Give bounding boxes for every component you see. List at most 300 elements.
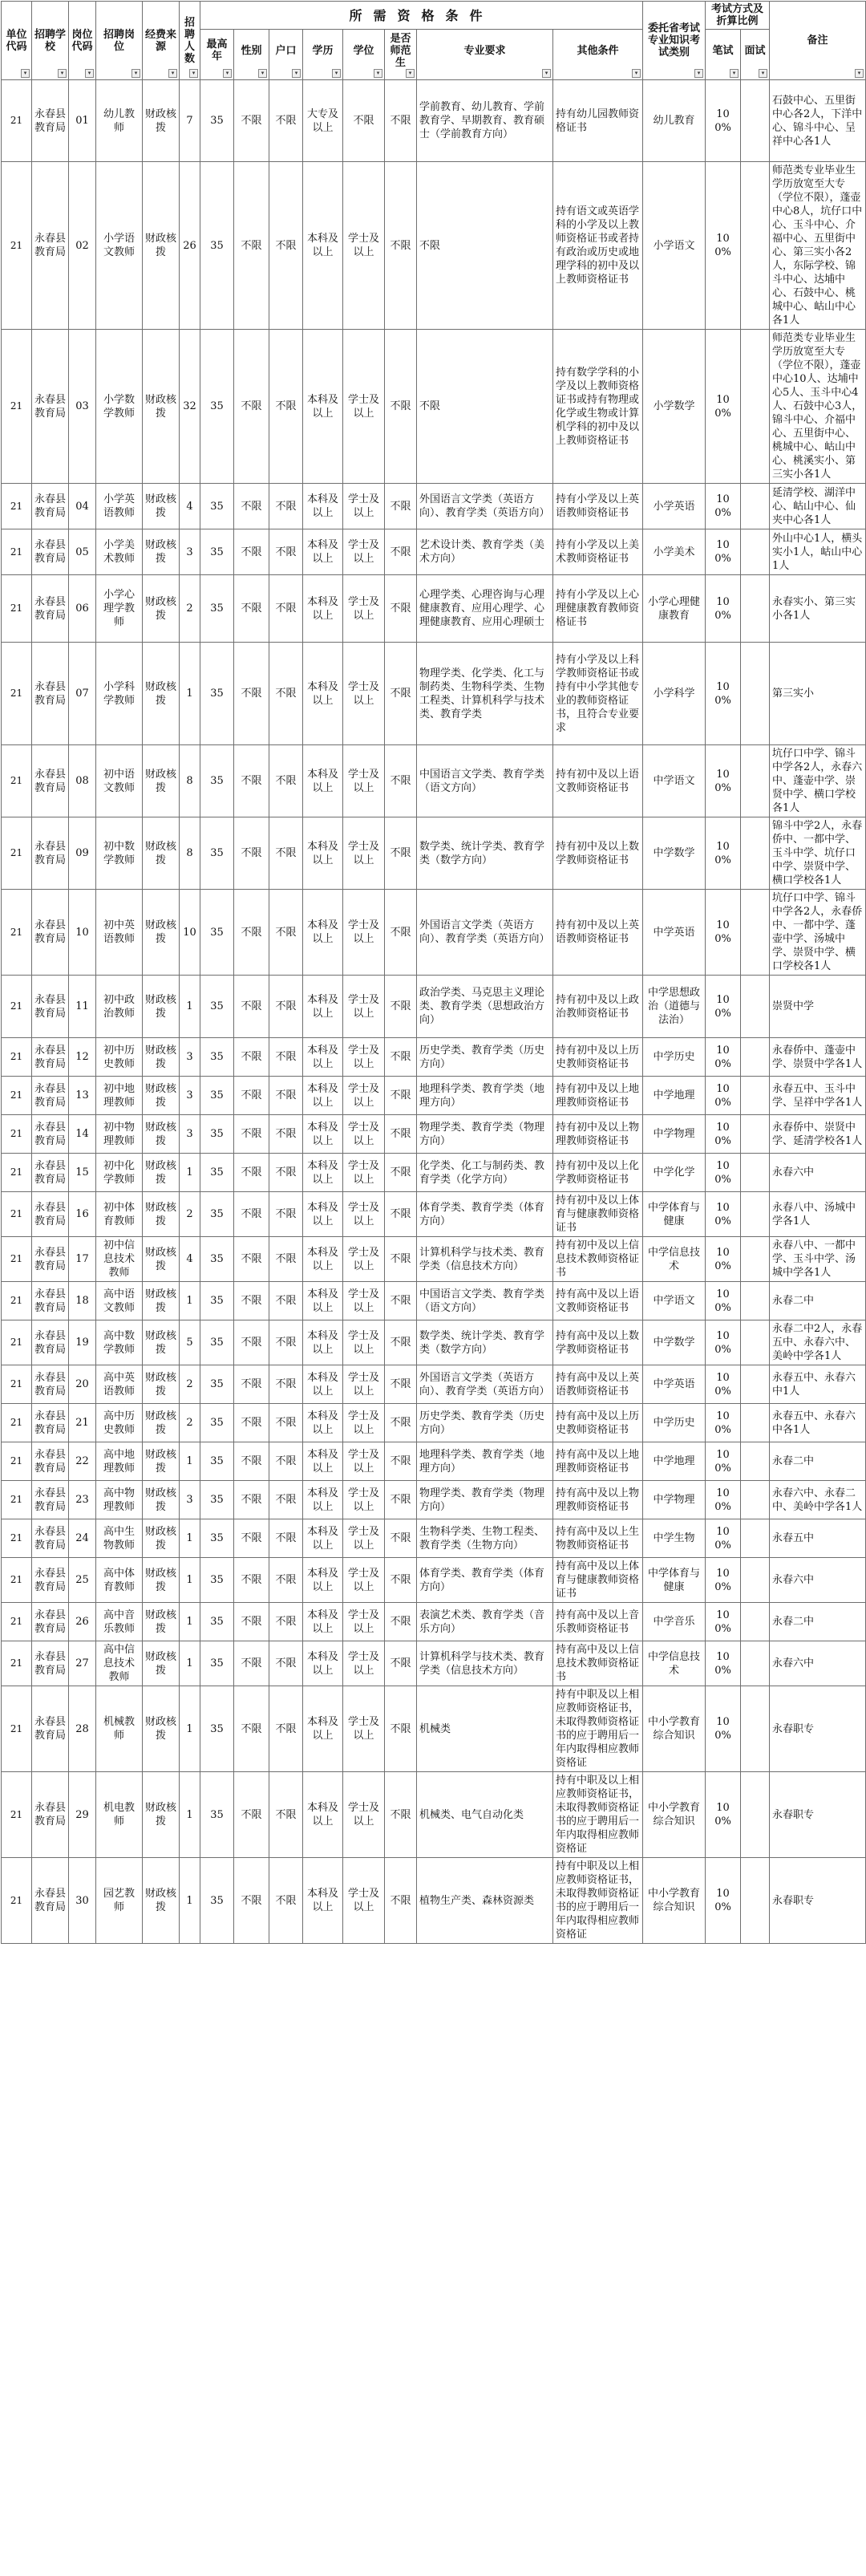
degree-cell[interactable]: 学士及以上 (343, 643, 385, 745)
education-cell[interactable]: 本科及以上 (303, 484, 343, 529)
funding-cell[interactable]: 财政核拨 (143, 1365, 180, 1404)
post-cell[interactable]: 初中信息技术教师 (96, 1237, 143, 1282)
filter-dropdown-icon[interactable]: ▾ (58, 69, 67, 78)
funding-cell[interactable]: 财政核拨 (143, 162, 180, 330)
max-age-cell[interactable]: 35 (200, 80, 234, 162)
school-cell[interactable]: 永春县教育局 (32, 1237, 69, 1282)
gender-cell[interactable]: 不限 (234, 529, 269, 575)
major-cell[interactable]: 地理科学类、教育学类（地理方向） (417, 1077, 553, 1115)
degree-cell[interactable]: 学士及以上 (343, 1686, 385, 1772)
written-cell[interactable]: 100% (706, 1641, 741, 1686)
other-cell[interactable]: 持有中职及以上相应教师资格证书，未取得教师资格证书的应于聘用后一年内取得相应教师资格证 (553, 1686, 643, 1772)
remark-cell[interactable]: 永春二中 (770, 1282, 866, 1320)
education-cell[interactable]: 本科及以上 (303, 575, 343, 643)
max-age-cell[interactable]: 35 (200, 817, 234, 890)
education-cell[interactable]: 本科及以上 (303, 162, 343, 330)
written-cell[interactable]: 100% (706, 330, 741, 484)
post-code-cell[interactable]: 23 (69, 1481, 96, 1519)
count-cell[interactable]: 1 (180, 643, 200, 745)
gender-cell[interactable]: 不限 (234, 1077, 269, 1115)
post-code-cell[interactable]: 29 (69, 1772, 96, 1858)
major-cell[interactable]: 机械类、电气自动化类 (417, 1772, 553, 1858)
teacher-only-cell[interactable]: 不限 (385, 1320, 417, 1365)
other-cell[interactable]: 持有高中及以上语文教师资格证书 (553, 1282, 643, 1320)
degree-cell[interactable]: 学士及以上 (343, 1603, 385, 1641)
max-age-cell[interactable]: 35 (200, 1558, 234, 1603)
unit-code-cell[interactable]: 21 (2, 1192, 32, 1237)
remark-cell[interactable]: 永春六中 (770, 1641, 866, 1686)
count-cell[interactable]: 4 (180, 484, 200, 529)
post-cell[interactable]: 机械教师 (96, 1686, 143, 1772)
education-cell[interactable]: 本科及以上 (303, 1686, 343, 1772)
exam-type-cell[interactable]: 中学生物 (643, 1519, 706, 1558)
filter-dropdown-icon[interactable]: ▾ (332, 69, 341, 78)
exam-type-cell[interactable]: 小学英语 (643, 484, 706, 529)
max-age-cell[interactable]: 35 (200, 976, 234, 1038)
teacher-only-cell[interactable]: 不限 (385, 1077, 417, 1115)
post-cell[interactable]: 小学美术教师 (96, 529, 143, 575)
interview-cell[interactable] (741, 1519, 770, 1558)
count-cell[interactable]: 1 (180, 1154, 200, 1192)
unit-code-cell[interactable]: 21 (2, 529, 32, 575)
teacher-only-cell[interactable]: 不限 (385, 80, 417, 162)
post-code-cell[interactable]: 20 (69, 1365, 96, 1404)
teacher-only-cell[interactable]: 不限 (385, 1442, 417, 1481)
unit-code-cell[interactable]: 21 (2, 330, 32, 484)
interview-cell[interactable] (741, 1154, 770, 1192)
hukou-cell[interactable]: 不限 (269, 80, 303, 162)
gender-cell[interactable]: 不限 (234, 484, 269, 529)
remark-cell[interactable]: 崇贤中学 (770, 976, 866, 1038)
filter-dropdown-icon[interactable]: ▾ (632, 69, 641, 78)
gender-cell[interactable]: 不限 (234, 575, 269, 643)
teacher-only-cell[interactable]: 不限 (385, 330, 417, 484)
post-cell[interactable]: 小学科学教师 (96, 643, 143, 745)
other-cell[interactable]: 持有语文或英语学科的小学及以上教师资格证书或者持有政治或历史或地理学科的初中及以上教师资格证书 (553, 162, 643, 330)
school-cell[interactable]: 永春县教育局 (32, 1115, 69, 1154)
post-cell[interactable]: 初中语文教师 (96, 745, 143, 817)
written-cell[interactable]: 100% (706, 1558, 741, 1603)
count-cell[interactable]: 5 (180, 1320, 200, 1365)
school-cell[interactable]: 永春县教育局 (32, 643, 69, 745)
post-code-cell[interactable]: 18 (69, 1282, 96, 1320)
post-code-cell[interactable]: 06 (69, 575, 96, 643)
interview-cell[interactable] (741, 1365, 770, 1404)
degree-cell[interactable]: 学士及以上 (343, 484, 385, 529)
post-code-cell[interactable]: 07 (69, 643, 96, 745)
written-cell[interactable]: 100% (706, 643, 741, 745)
remark-cell[interactable]: 石鼓中心、五里街中心各2人，下洋中心、锦斗中心、呈祥中心各1人 (770, 80, 866, 162)
col-max-age[interactable]: 最高年 ▾ (200, 30, 234, 80)
education-cell[interactable]: 本科及以上 (303, 1519, 343, 1558)
major-cell[interactable]: 体育学类、教育学类（体育方向） (417, 1192, 553, 1237)
school-cell[interactable]: 永春县教育局 (32, 890, 69, 976)
other-cell[interactable]: 持有小学及以上心理健康教育教师资格证书 (553, 575, 643, 643)
teacher-only-cell[interactable]: 不限 (385, 575, 417, 643)
col-degree[interactable]: 学位 ▾ (343, 30, 385, 80)
hukou-cell[interactable]: 不限 (269, 162, 303, 330)
funding-cell[interactable]: 财政核拨 (143, 745, 180, 817)
post-code-cell[interactable]: 22 (69, 1442, 96, 1481)
teacher-only-cell[interactable]: 不限 (385, 1192, 417, 1237)
interview-cell[interactable] (741, 1320, 770, 1365)
max-age-cell[interactable]: 35 (200, 745, 234, 817)
education-cell[interactable]: 本科及以上 (303, 1038, 343, 1077)
written-cell[interactable]: 100% (706, 745, 741, 817)
degree-cell[interactable]: 学士及以上 (343, 817, 385, 890)
funding-cell[interactable]: 财政核拨 (143, 643, 180, 745)
interview-cell[interactable] (741, 1237, 770, 1282)
other-cell[interactable]: 持有数学学科的小学及以上教师资格证书或持有物理或化学或生物或计算机学科的初中及以上教师资格证书 (553, 330, 643, 484)
interview-cell[interactable] (741, 976, 770, 1038)
count-cell[interactable]: 8 (180, 745, 200, 817)
post-cell[interactable]: 高中语文教师 (96, 1282, 143, 1320)
written-cell[interactable]: 100% (706, 1282, 741, 1320)
exam-type-cell[interactable]: 中学体育与健康 (643, 1558, 706, 1603)
major-cell[interactable]: 物理学类、教育学类（物理方向） (417, 1481, 553, 1519)
funding-cell[interactable]: 财政核拨 (143, 1154, 180, 1192)
funding-cell[interactable]: 财政核拨 (143, 817, 180, 890)
school-cell[interactable]: 永春县教育局 (32, 1641, 69, 1686)
filter-dropdown-icon[interactable]: ▾ (258, 69, 267, 78)
count-cell[interactable]: 7 (180, 80, 200, 162)
degree-cell[interactable]: 学士及以上 (343, 1038, 385, 1077)
filter-dropdown-icon[interactable]: ▾ (85, 69, 94, 78)
interview-cell[interactable] (741, 1858, 770, 1944)
remark-cell[interactable]: 永春六中 (770, 1558, 866, 1603)
post-cell[interactable]: 高中物理教师 (96, 1481, 143, 1519)
remark-cell[interactable]: 永春职专 (770, 1858, 866, 1944)
education-cell[interactable]: 本科及以上 (303, 1237, 343, 1282)
interview-cell[interactable] (741, 1772, 770, 1858)
written-cell[interactable]: 100% (706, 976, 741, 1038)
post-cell[interactable]: 初中化学教师 (96, 1154, 143, 1192)
degree-cell[interactable]: 学士及以上 (343, 1365, 385, 1404)
col-interview[interactable]: 面试 ▾ (741, 30, 770, 80)
written-cell[interactable]: 100% (706, 1686, 741, 1772)
unit-code-cell[interactable]: 21 (2, 1154, 32, 1192)
funding-cell[interactable]: 财政核拨 (143, 330, 180, 484)
max-age-cell[interactable]: 35 (200, 890, 234, 976)
funding-cell[interactable]: 财政核拨 (143, 1603, 180, 1641)
degree-cell[interactable]: 学士及以上 (343, 1558, 385, 1603)
count-cell[interactable]: 3 (180, 1038, 200, 1077)
count-cell[interactable]: 32 (180, 330, 200, 484)
filter-dropdown-icon[interactable]: ▾ (855, 69, 864, 78)
teacher-only-cell[interactable]: 不限 (385, 1282, 417, 1320)
max-age-cell[interactable]: 35 (200, 1519, 234, 1558)
unit-code-cell[interactable]: 21 (2, 1282, 32, 1320)
teacher-only-cell[interactable]: 不限 (385, 162, 417, 330)
exam-type-cell[interactable]: 小学美术 (643, 529, 706, 575)
col-written[interactable]: 笔试 ▾ (706, 30, 741, 80)
major-cell[interactable]: 数学类、统计学类、教育学类（数学方向） (417, 1320, 553, 1365)
funding-cell[interactable]: 财政核拨 (143, 484, 180, 529)
school-cell[interactable]: 永春县教育局 (32, 1772, 69, 1858)
school-cell[interactable]: 永春县教育局 (32, 1858, 69, 1944)
degree-cell[interactable]: 学士及以上 (343, 1077, 385, 1115)
funding-cell[interactable]: 财政核拨 (143, 1320, 180, 1365)
other-cell[interactable]: 持有高中及以上地理教师资格证书 (553, 1442, 643, 1481)
exam-type-cell[interactable]: 小学科学 (643, 643, 706, 745)
exam-type-cell[interactable]: 中学信息技术 (643, 1641, 706, 1686)
education-cell[interactable]: 本科及以上 (303, 1442, 343, 1481)
count-cell[interactable]: 10 (180, 890, 200, 976)
post-code-cell[interactable]: 11 (69, 976, 96, 1038)
exam-type-cell[interactable]: 中学历史 (643, 1404, 706, 1442)
post-code-cell[interactable]: 12 (69, 1038, 96, 1077)
written-cell[interactable]: 100% (706, 1772, 741, 1858)
school-cell[interactable]: 永春县教育局 (32, 575, 69, 643)
count-cell[interactable]: 1 (180, 1558, 200, 1603)
teacher-only-cell[interactable]: 不限 (385, 1038, 417, 1077)
degree-cell[interactable]: 学士及以上 (343, 529, 385, 575)
post-cell[interactable]: 幼儿教师 (96, 80, 143, 162)
count-cell[interactable]: 2 (180, 1404, 200, 1442)
degree-cell[interactable]: 学士及以上 (343, 1772, 385, 1858)
major-cell[interactable]: 政治学类、马克思主义理论类、教育学类（思想政治方向） (417, 976, 553, 1038)
hukou-cell[interactable]: 不限 (269, 1404, 303, 1442)
hukou-cell[interactable]: 不限 (269, 1641, 303, 1686)
hukou-cell[interactable]: 不限 (269, 1282, 303, 1320)
hukou-cell[interactable]: 不限 (269, 745, 303, 817)
teacher-only-cell[interactable]: 不限 (385, 1115, 417, 1154)
max-age-cell[interactable]: 35 (200, 1481, 234, 1519)
gender-cell[interactable]: 不限 (234, 1772, 269, 1858)
remark-cell[interactable]: 永春六中、永春二中、美岭中学各1人 (770, 1481, 866, 1519)
school-cell[interactable]: 永春县教育局 (32, 1320, 69, 1365)
post-cell[interactable]: 小学语文教师 (96, 162, 143, 330)
filter-dropdown-icon[interactable]: ▾ (292, 69, 301, 78)
unit-code-cell[interactable]: 21 (2, 1686, 32, 1772)
remark-cell[interactable]: 永春实小、第三实小各1人 (770, 575, 866, 643)
degree-cell[interactable]: 不限 (343, 80, 385, 162)
remark-cell[interactable]: 永春职专 (770, 1686, 866, 1772)
school-cell[interactable]: 永春县教育局 (32, 1442, 69, 1481)
major-cell[interactable]: 艺术设计类、教育学类（美术方向） (417, 529, 553, 575)
unit-code-cell[interactable]: 21 (2, 162, 32, 330)
school-cell[interactable]: 永春县教育局 (32, 1192, 69, 1237)
remark-cell[interactable]: 坑仔口中学、锦斗中学各2人，永春侨中、一都中学、蓬壶中学、汤城中学、崇贤中学、横口学校各1人 (770, 890, 866, 976)
exam-type-cell[interactable]: 中学体育与健康 (643, 1192, 706, 1237)
teacher-only-cell[interactable]: 不限 (385, 1481, 417, 1519)
interview-cell[interactable] (741, 162, 770, 330)
post-cell[interactable]: 机电教师 (96, 1772, 143, 1858)
other-cell[interactable]: 持有高中及以上历史教师资格证书 (553, 1404, 643, 1442)
exam-type-cell[interactable]: 小学语文 (643, 162, 706, 330)
post-code-cell[interactable]: 01 (69, 80, 96, 162)
remark-cell[interactable]: 延清学校、湖洋中心、岵山中心、仙夹中心各1人 (770, 484, 866, 529)
post-code-cell[interactable]: 02 (69, 162, 96, 330)
exam-type-cell[interactable]: 中学数学 (643, 1320, 706, 1365)
gender-cell[interactable]: 不限 (234, 817, 269, 890)
gender-cell[interactable]: 不限 (234, 330, 269, 484)
hukou-cell[interactable]: 不限 (269, 1858, 303, 1944)
filter-dropdown-icon[interactable]: ▾ (189, 69, 198, 78)
remark-cell[interactable]: 永春二中 (770, 1442, 866, 1481)
col-post[interactable]: 招聘岗位 ▾ (96, 2, 143, 80)
gender-cell[interactable]: 不限 (234, 1858, 269, 1944)
unit-code-cell[interactable]: 21 (2, 1365, 32, 1404)
post-cell[interactable]: 高中体育教师 (96, 1558, 143, 1603)
post-code-cell[interactable]: 04 (69, 484, 96, 529)
gender-cell[interactable]: 不限 (234, 890, 269, 976)
major-cell[interactable]: 中国语言文学类、教育学类（语文方向） (417, 1282, 553, 1320)
written-cell[interactable]: 100% (706, 817, 741, 890)
post-code-cell[interactable]: 24 (69, 1519, 96, 1558)
degree-cell[interactable]: 学士及以上 (343, 1404, 385, 1442)
teacher-only-cell[interactable]: 不限 (385, 1603, 417, 1641)
unit-code-cell[interactable]: 21 (2, 1320, 32, 1365)
major-cell[interactable]: 学前教育、幼儿教育、学前教育学、早期教育、教育硕士（学前教育方向） (417, 80, 553, 162)
post-code-cell[interactable]: 03 (69, 330, 96, 484)
filter-dropdown-icon[interactable]: ▾ (168, 69, 177, 78)
max-age-cell[interactable]: 35 (200, 484, 234, 529)
unit-code-cell[interactable]: 21 (2, 1641, 32, 1686)
major-cell[interactable]: 物理学类、教育学类（物理方向） (417, 1115, 553, 1154)
education-cell[interactable]: 本科及以上 (303, 1558, 343, 1603)
unit-code-cell[interactable]: 21 (2, 1519, 32, 1558)
gender-cell[interactable]: 不限 (234, 1192, 269, 1237)
gender-cell[interactable]: 不限 (234, 1320, 269, 1365)
post-cell[interactable]: 小学英语教师 (96, 484, 143, 529)
count-cell[interactable]: 8 (180, 817, 200, 890)
exam-type-cell[interactable]: 中学英语 (643, 1365, 706, 1404)
remark-cell[interactable]: 永春六中 (770, 1154, 866, 1192)
interview-cell[interactable] (741, 817, 770, 890)
post-cell[interactable]: 小学心理学教师 (96, 575, 143, 643)
filter-dropdown-icon[interactable]: ▾ (542, 69, 551, 78)
degree-cell[interactable]: 学士及以上 (343, 1237, 385, 1282)
education-cell[interactable]: 本科及以上 (303, 1858, 343, 1944)
gender-cell[interactable]: 不限 (234, 643, 269, 745)
school-cell[interactable]: 永春县教育局 (32, 529, 69, 575)
post-code-cell[interactable]: 21 (69, 1404, 96, 1442)
hukou-cell[interactable]: 不限 (269, 1038, 303, 1077)
filter-dropdown-icon[interactable]: ▾ (759, 69, 767, 78)
count-cell[interactable]: 1 (180, 1641, 200, 1686)
col-remark[interactable]: 备注 ▾ (770, 2, 866, 80)
funding-cell[interactable]: 财政核拨 (143, 1115, 180, 1154)
written-cell[interactable]: 100% (706, 1237, 741, 1282)
degree-cell[interactable]: 学士及以上 (343, 162, 385, 330)
post-cell[interactable]: 初中体育教师 (96, 1192, 143, 1237)
degree-cell[interactable]: 学士及以上 (343, 1282, 385, 1320)
gender-cell[interactable]: 不限 (234, 1365, 269, 1404)
remark-cell[interactable]: 坑仔口中学、锦斗中学各2人，永春六中、蓬壶中学、崇贤中学、横口学校各1人 (770, 745, 866, 817)
education-cell[interactable]: 本科及以上 (303, 1115, 343, 1154)
degree-cell[interactable]: 学士及以上 (343, 1519, 385, 1558)
written-cell[interactable]: 100% (706, 1603, 741, 1641)
written-cell[interactable]: 100% (706, 529, 741, 575)
interview-cell[interactable] (741, 1686, 770, 1772)
interview-cell[interactable] (741, 1442, 770, 1481)
hukou-cell[interactable]: 不限 (269, 1519, 303, 1558)
interview-cell[interactable] (741, 890, 770, 976)
education-cell[interactable]: 本科及以上 (303, 1077, 343, 1115)
post-cell[interactable]: 初中地理教师 (96, 1077, 143, 1115)
max-age-cell[interactable]: 35 (200, 1603, 234, 1641)
other-cell[interactable]: 持有高中及以上英语教师资格证书 (553, 1365, 643, 1404)
exam-type-cell[interactable]: 中学物理 (643, 1481, 706, 1519)
count-cell[interactable]: 3 (180, 1077, 200, 1115)
funding-cell[interactable]: 财政核拨 (143, 1077, 180, 1115)
count-cell[interactable]: 4 (180, 1237, 200, 1282)
unit-code-cell[interactable]: 21 (2, 643, 32, 745)
teacher-only-cell[interactable]: 不限 (385, 1154, 417, 1192)
written-cell[interactable]: 100% (706, 1404, 741, 1442)
remark-cell[interactable]: 师范类专业毕业生学历放宽至大专（学位不限），蓬壶中心10人、达埔中心5人、玉斗中心4人、石鼓中心3人，锦斗中心、介福中心、五里街中心、桃城中心、岵山中心、桃溪实小、第三实小各1人 (770, 330, 866, 484)
degree-cell[interactable]: 学士及以上 (343, 1442, 385, 1481)
major-cell[interactable]: 机械类 (417, 1686, 553, 1772)
teacher-only-cell[interactable]: 不限 (385, 1237, 417, 1282)
funding-cell[interactable]: 财政核拨 (143, 575, 180, 643)
unit-code-cell[interactable]: 21 (2, 745, 32, 817)
post-code-cell[interactable]: 16 (69, 1192, 96, 1237)
col-other[interactable]: 其他条件 ▾ (553, 30, 643, 80)
post-code-cell[interactable]: 09 (69, 817, 96, 890)
teacher-only-cell[interactable]: 不限 (385, 643, 417, 745)
degree-cell[interactable]: 学士及以上 (343, 976, 385, 1038)
hukou-cell[interactable]: 不限 (269, 330, 303, 484)
other-cell[interactable]: 持有高中及以上数学教师资格证书 (553, 1320, 643, 1365)
degree-cell[interactable]: 学士及以上 (343, 1320, 385, 1365)
school-cell[interactable]: 永春县教育局 (32, 484, 69, 529)
col-teacher-only[interactable]: 是否师范生 ▾ (385, 30, 417, 80)
gender-cell[interactable]: 不限 (234, 1038, 269, 1077)
post-cell[interactable]: 初中数学教师 (96, 817, 143, 890)
education-cell[interactable]: 本科及以上 (303, 1192, 343, 1237)
other-cell[interactable]: 持有高中及以上体育与健康教师资格证书 (553, 1558, 643, 1603)
teacher-only-cell[interactable]: 不限 (385, 1641, 417, 1686)
written-cell[interactable]: 100% (706, 1154, 741, 1192)
max-age-cell[interactable]: 35 (200, 1115, 234, 1154)
written-cell[interactable]: 100% (706, 1192, 741, 1237)
written-cell[interactable]: 100% (706, 1320, 741, 1365)
written-cell[interactable]: 100% (706, 1038, 741, 1077)
hukou-cell[interactable]: 不限 (269, 1603, 303, 1641)
other-cell[interactable]: 持有幼儿园教师资格证书 (553, 80, 643, 162)
education-cell[interactable]: 本科及以上 (303, 890, 343, 976)
funding-cell[interactable]: 财政核拨 (143, 80, 180, 162)
funding-cell[interactable]: 财政核拨 (143, 890, 180, 976)
count-cell[interactable]: 2 (180, 1192, 200, 1237)
count-cell[interactable]: 2 (180, 1365, 200, 1404)
teacher-only-cell[interactable]: 不限 (385, 1686, 417, 1772)
school-cell[interactable]: 永春县教育局 (32, 1282, 69, 1320)
post-cell[interactable]: 高中生物教师 (96, 1519, 143, 1558)
post-cell[interactable]: 初中物理教师 (96, 1115, 143, 1154)
exam-type-cell[interactable]: 中学历史 (643, 1038, 706, 1077)
education-cell[interactable]: 本科及以上 (303, 1320, 343, 1365)
post-code-cell[interactable]: 19 (69, 1320, 96, 1365)
written-cell[interactable]: 100% (706, 162, 741, 330)
max-age-cell[interactable]: 35 (200, 1154, 234, 1192)
written-cell[interactable]: 100% (706, 1858, 741, 1944)
remark-cell[interactable]: 永春职专 (770, 1772, 866, 1858)
post-cell[interactable]: 小学数学教师 (96, 330, 143, 484)
teacher-only-cell[interactable]: 不限 (385, 529, 417, 575)
gender-cell[interactable]: 不限 (234, 745, 269, 817)
hukou-cell[interactable]: 不限 (269, 529, 303, 575)
degree-cell[interactable]: 学士及以上 (343, 1154, 385, 1192)
interview-cell[interactable] (741, 529, 770, 575)
post-code-cell[interactable]: 26 (69, 1603, 96, 1641)
major-cell[interactable]: 中国语言文学类、教育学类（语文方向） (417, 745, 553, 817)
teacher-only-cell[interactable]: 不限 (385, 1404, 417, 1442)
school-cell[interactable]: 永春县教育局 (32, 162, 69, 330)
post-cell[interactable]: 高中音乐教师 (96, 1603, 143, 1641)
